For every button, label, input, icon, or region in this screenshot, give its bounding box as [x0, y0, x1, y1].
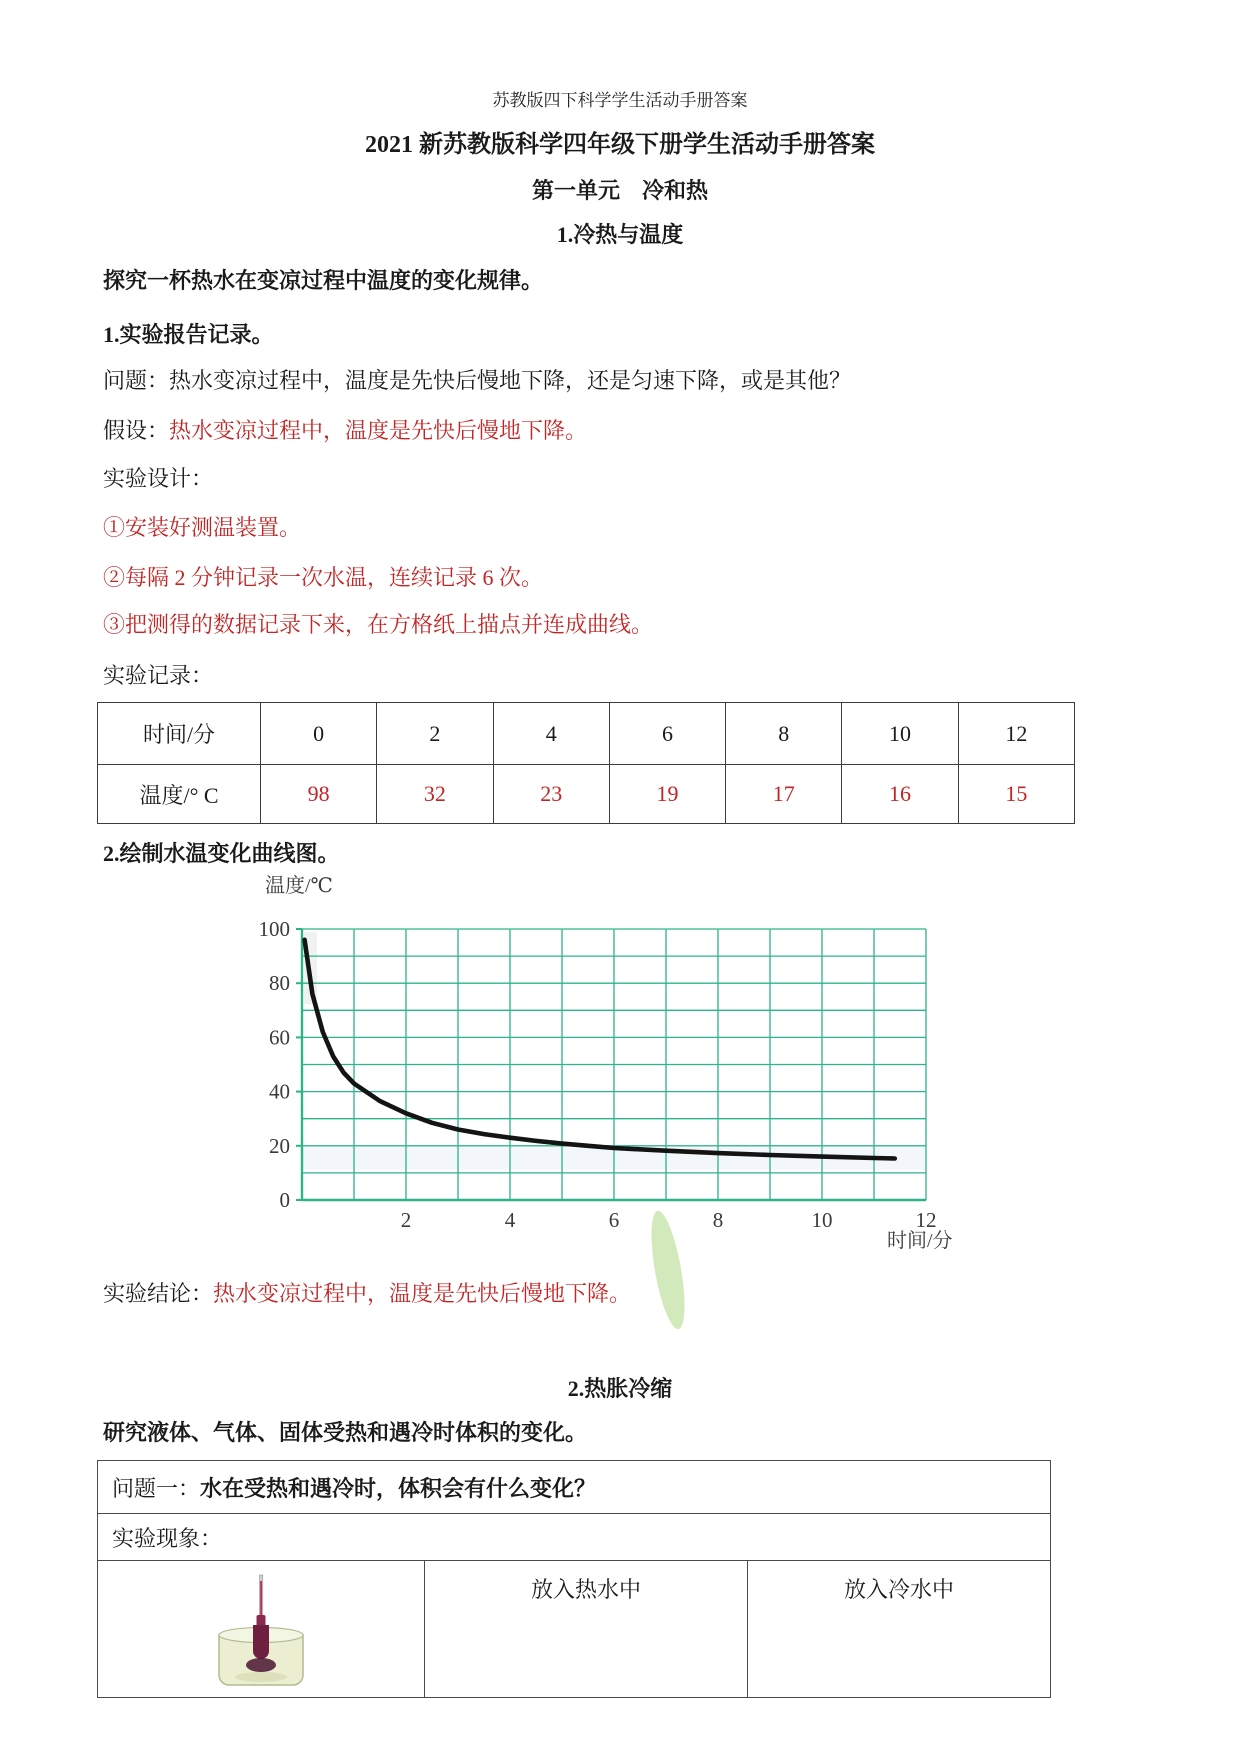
temp-cell: 19: [609, 765, 725, 824]
y-axis-label: 温度/℃: [265, 875, 333, 897]
svg-text:4: 4: [504, 1208, 516, 1232]
conclusion-line: [103, 1279, 631, 1309]
question-label: 问题：: [103, 368, 170, 393]
svg-text:40: 40: [269, 1079, 290, 1104]
svg-text:20: 20: [269, 1133, 290, 1158]
temp-cell: 32: [377, 765, 493, 824]
time-cell: 8: [726, 703, 842, 765]
temp-header-cell: 温度/° C: [98, 765, 261, 824]
design-step-3: ③把测得的数据记录下来，在方格纸上描点并连成曲线。: [103, 612, 654, 637]
lesson1-intro: 探究一杯热水在变凉过程中温度的变化规律。: [103, 268, 544, 293]
temp-cell: 23: [493, 765, 609, 824]
phenomenon-label-cell: 实验现象：: [98, 1514, 1051, 1561]
conclusion-label: 实验结论：: [103, 1281, 214, 1306]
running-head: 苏教版四下科学学生活动手册答案: [492, 91, 748, 110]
table-row-question: [98, 1461, 1051, 1514]
design-label: 实验设计：: [103, 466, 214, 491]
time-header-cell: 时间/分: [98, 703, 261, 765]
question1-text: 水在受热和遇冷时，体积会有什么变化？: [200, 1475, 597, 1501]
x-axis-label: 时间/分: [887, 1230, 953, 1252]
temp-cell: 15: [958, 765, 1074, 824]
time-cell: 4: [493, 703, 609, 765]
temperature-curve: [305, 940, 895, 1159]
lesson2-heading: 2.热胀冷缩: [567, 1376, 673, 1401]
hypothesis-text: 热水变凉过程中，温度是先快后慢地下降。: [169, 418, 588, 443]
flask-in-beaker-icon: [201, 1573, 321, 1691]
question-text: 热水变凉过程中，温度是先快后慢地下降，还是匀速下降，或是其他？: [169, 368, 852, 393]
table-row-phenomenon: [98, 1514, 1051, 1561]
design-step-1: ①安装好测温装置。: [103, 515, 302, 540]
table-row-temperature: [98, 765, 1075, 824]
svg-text:0: 0: [279, 1188, 290, 1212]
lesson2-intro: 研究液体、气体、固体受热和遇冷时体积的变化。: [103, 1420, 588, 1445]
time-cell: 0: [261, 703, 377, 765]
hypothesis-line: [103, 416, 587, 446]
question1-cell: [98, 1461, 1051, 1514]
unit-heading: 第一单元 冷和热: [531, 178, 708, 203]
cooling-curve-chart: [205, 872, 995, 1337]
hypothesis-label: 假设：: [103, 418, 170, 443]
conclusion-text: 热水变凉过程中，温度是先快后慢地下降。: [213, 1281, 632, 1306]
record-label: 实验记录：: [103, 663, 214, 688]
table-row-time: [98, 703, 1075, 765]
section1-heading: 1.实验报告记录。: [103, 322, 274, 347]
svg-text:8: 8: [712, 1208, 724, 1232]
temp-cell: 17: [726, 765, 842, 824]
question1-label: 问题一：: [112, 1475, 201, 1501]
question-line: [103, 366, 851, 396]
svg-text:100: 100: [258, 917, 290, 941]
temp-cell: 98: [261, 765, 377, 824]
cold-water-header-cell: 放入冷水中: [748, 1561, 1051, 1698]
time-cell: 10: [842, 703, 958, 765]
svg-text:80: 80: [269, 971, 290, 996]
time-cell: 6: [609, 703, 725, 765]
scan-leaf-smudge: [645, 1209, 691, 1332]
section2-heading: 2.绘制水温变化曲线图。: [103, 841, 340, 866]
design-step-2: ②每隔 2 分钟记录一次水温，连续记录 6 次。: [103, 565, 544, 590]
experiment-table: [97, 1460, 1051, 1698]
lesson1-heading: 1.冷热与温度: [556, 222, 684, 247]
svg-text:12: 12: [915, 1208, 937, 1232]
svg-text:10: 10: [811, 1208, 833, 1232]
table-row-observation: [98, 1561, 1051, 1698]
svg-text:2: 2: [400, 1208, 412, 1232]
svg-text:6: 6: [608, 1208, 620, 1232]
apparatus-cell: [98, 1561, 425, 1698]
hot-water-header-cell: 放入热水中: [425, 1561, 748, 1698]
record-table: [97, 702, 1075, 824]
page-title: 2021 新苏教版科学四年级下册学生活动手册答案: [365, 132, 875, 158]
time-cell: 12: [958, 703, 1074, 765]
temp-cell: 16: [842, 765, 958, 824]
time-cell: 2: [377, 703, 493, 765]
svg-text:60: 60: [269, 1025, 290, 1050]
